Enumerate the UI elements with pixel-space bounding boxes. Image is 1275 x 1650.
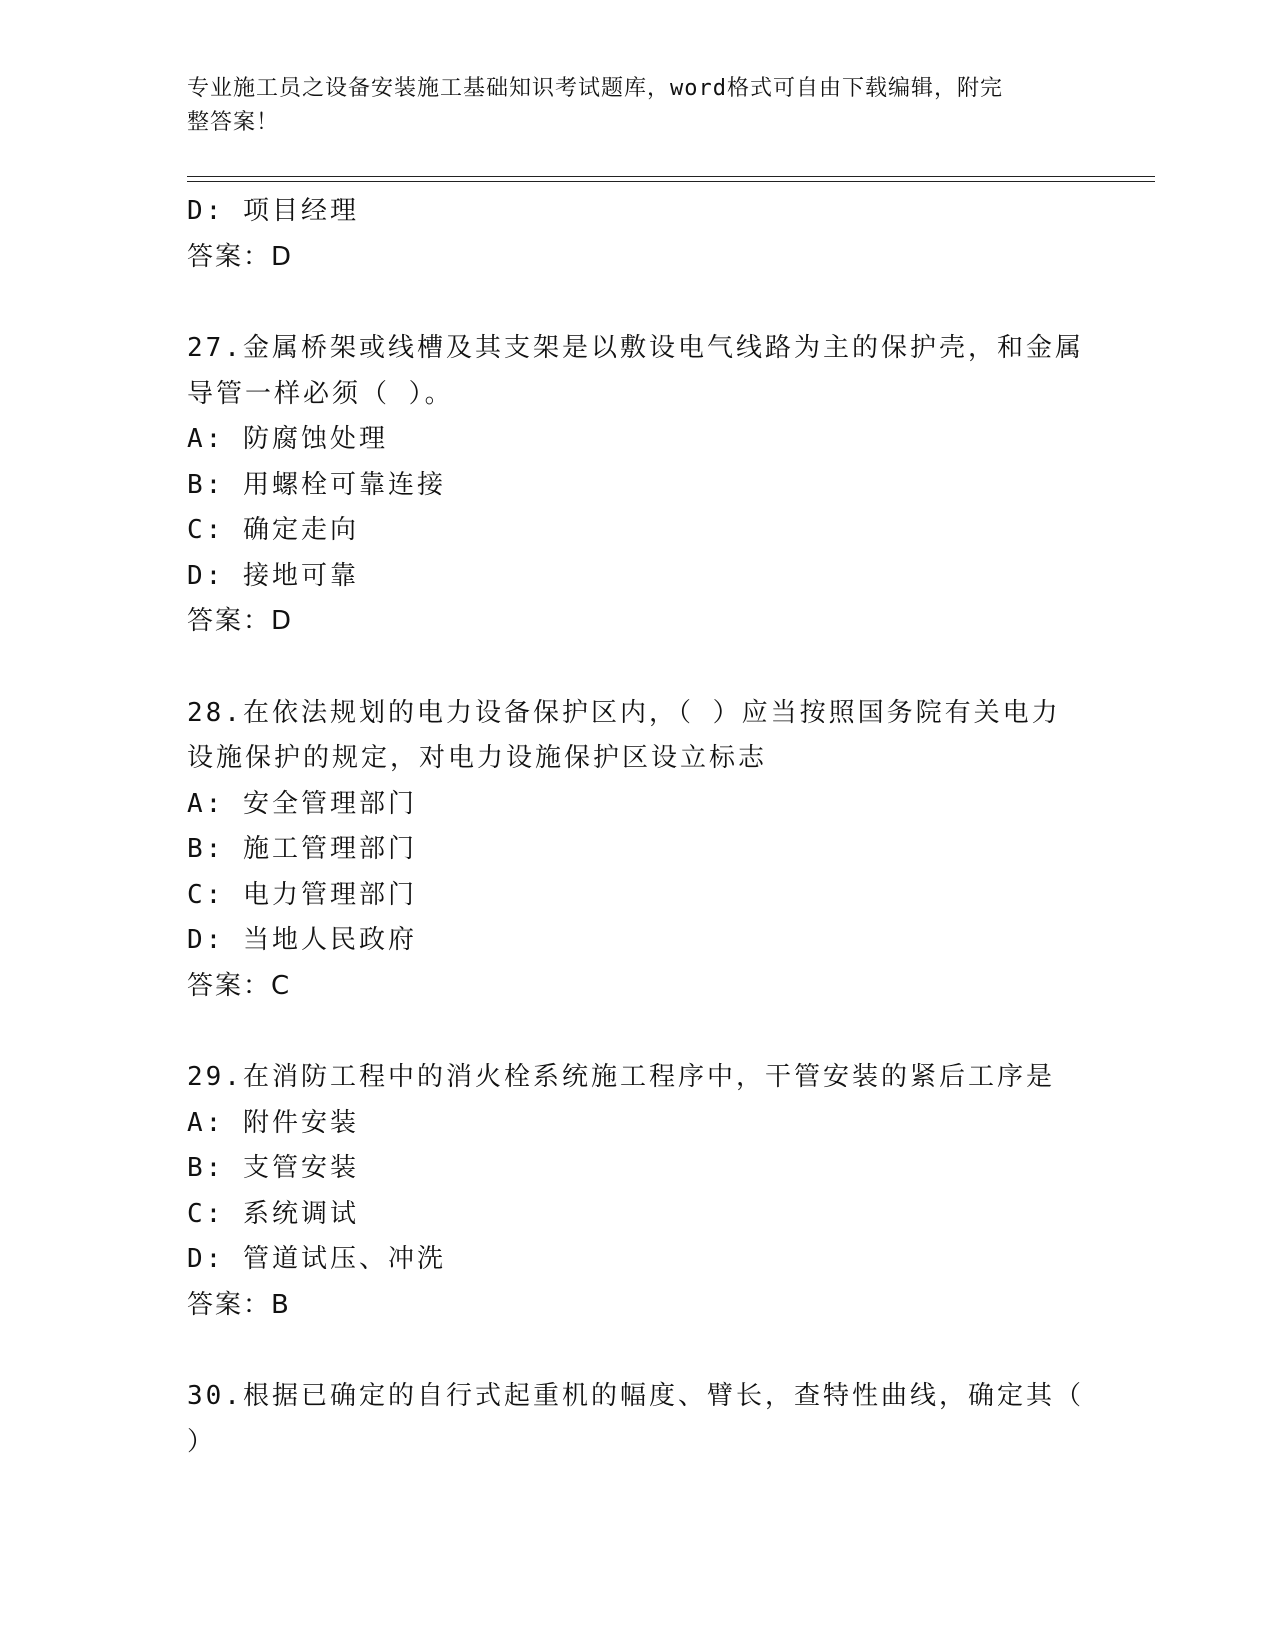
question-stem: 28.在依法规划的电力设备保护区内，（ ）应当按照国务院有关电力 bbox=[187, 697, 1061, 728]
answer-line: 答案：D bbox=[187, 241, 294, 272]
question-stem: 27.金属桥架或线槽及其支架是以敷设电气线路为主的保护壳，和金属 bbox=[187, 333, 1084, 363]
header-divider-bottom bbox=[187, 181, 1155, 182]
option-a: A: 防腐蚀处理 bbox=[187, 424, 388, 454]
document-header bbox=[187, 72, 1067, 140]
spacer bbox=[187, 1328, 1087, 1374]
header-divider-top bbox=[187, 176, 1155, 177]
option-b: B: 用螺栓可靠连接 bbox=[187, 469, 446, 500]
header-line-1: 专业施工员之设备安装施工基础知识考试题库，word格式可自由下载编辑，附完 bbox=[187, 76, 1003, 101]
option-c: C: 确定走向 bbox=[187, 515, 359, 545]
question-27 bbox=[187, 326, 1087, 645]
question-29 bbox=[187, 1055, 1087, 1328]
option-c: C: 电力管理部门 bbox=[187, 879, 417, 910]
answer-line: 答案：B bbox=[187, 1289, 291, 1320]
option-d: D: 当地人民政府 bbox=[187, 925, 417, 955]
header-line-2: 整答案！ bbox=[187, 110, 280, 135]
answer-line: 答案：C bbox=[187, 970, 292, 1001]
answer-line: 答案：D bbox=[187, 606, 294, 636]
option-c: C: 系统调试 bbox=[187, 1198, 359, 1229]
question-28 bbox=[187, 691, 1087, 1010]
question-26-tail bbox=[187, 189, 1087, 280]
option-a: A: 附件安装 bbox=[187, 1107, 359, 1138]
document-body bbox=[187, 189, 1087, 1465]
option-a: A: 安全管理部门 bbox=[187, 788, 417, 819]
spacer bbox=[187, 280, 1087, 326]
question-stem-continued: ） bbox=[187, 1426, 217, 1457]
question-stem-continued: 导管一样必须（ ）。 bbox=[187, 378, 454, 409]
option-d: D: 接地可靠 bbox=[187, 560, 359, 591]
option-d: D: 管道试压、冲洗 bbox=[187, 1244, 446, 1274]
question-stem-continued: 设施保护的规定，对电力设施保护区设立标志 bbox=[187, 743, 768, 773]
option-b: B: 施工管理部门 bbox=[187, 834, 417, 864]
option-b: B: 支管安装 bbox=[187, 1153, 359, 1183]
question-stem: 29.在消防工程中的消火栓系统施工程序中，干管安装的紧后工序是 bbox=[187, 1062, 1055, 1092]
question-30 bbox=[187, 1374, 1087, 1465]
option-d: D: 项目经理 bbox=[187, 196, 359, 226]
spacer bbox=[187, 645, 1087, 691]
question-stem: 30.根据已确定的自行式起重机的幅度、臂长，查特性曲线，确定其（ bbox=[187, 1381, 1084, 1411]
spacer bbox=[187, 1009, 1087, 1055]
